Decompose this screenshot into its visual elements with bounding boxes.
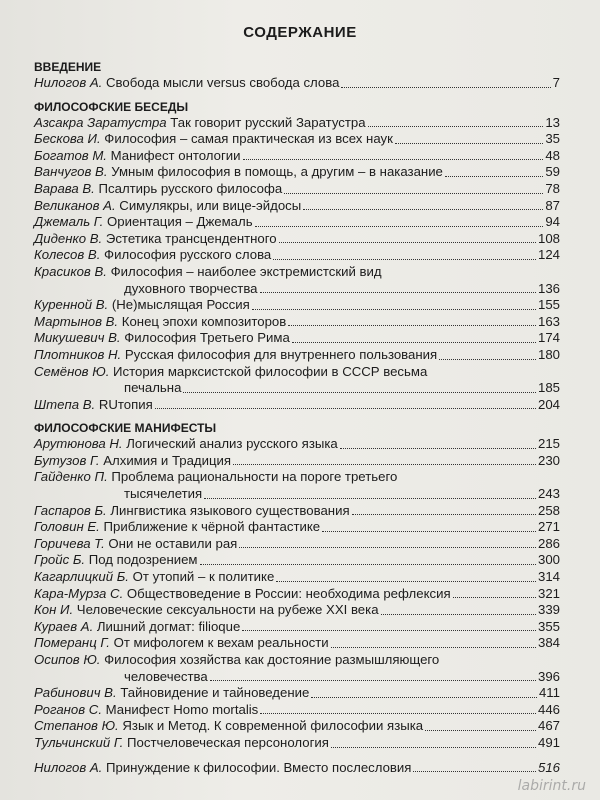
toc-entry: [34, 314, 560, 331]
toc-entry: [34, 469, 560, 486]
leader-dots: [311, 697, 537, 698]
entry-text: [34, 652, 439, 669]
section-heading: ФИЛОСОФСКИЕ БЕСЕДЫ: [34, 99, 189, 114]
section-gap: [34, 413, 560, 421]
toc-entry: [34, 247, 560, 264]
entry-text: [34, 364, 427, 381]
toc-entry-continuation: [34, 486, 560, 503]
leader-dots: [445, 176, 543, 177]
entry-text: [34, 536, 237, 553]
toc-entry: [34, 735, 560, 752]
entry-title-continuation: печальна: [124, 380, 182, 396]
leader-dots: [260, 292, 536, 293]
toc-entry: [34, 264, 560, 281]
entry-title: Свобода мысли versus свобода слова: [106, 75, 340, 90]
toc-entry: [34, 436, 560, 453]
entry-title: Философия – наиболее экстремистский вид: [110, 263, 382, 279]
toc-entry: [34, 685, 560, 702]
entry-author: Гройс Б.: [34, 552, 86, 568]
leader-dots: [340, 448, 536, 449]
toc-entry: [34, 718, 560, 735]
entry-title: Симулякры, или вице-эйдосы: [119, 197, 302, 213]
entry-title: Философия русского слова: [104, 247, 272, 263]
toc-entry: [34, 569, 560, 586]
toc-entry: [34, 619, 560, 636]
toc-entry: [34, 330, 560, 347]
entry-page-number: 204: [537, 396, 560, 412]
entry-page-number: 411: [538, 685, 560, 701]
leader-dots: [239, 547, 536, 548]
entry-title: RUтопия: [98, 396, 153, 412]
leader-dots: [200, 564, 536, 565]
entry-author: Тульчинский Г.: [34, 734, 124, 750]
entry-title: Логический анализ русского языка: [126, 436, 338, 452]
entry-text: [34, 503, 350, 520]
toc-entry: [34, 519, 560, 536]
entry-title: Принуждение к философии. Вместо послесловия: [106, 759, 412, 775]
entry-text: [34, 702, 258, 719]
entry-page-number: 258: [537, 502, 560, 518]
entry-text: [34, 569, 274, 586]
entry-page-number: 339: [537, 602, 560, 618]
page-title: СОДЕРЖАНИЕ: [243, 24, 357, 41]
entry-title: Философия хозяйства как достояние размышляющего: [104, 652, 440, 667]
entry-author: Джемаль Г.: [34, 214, 104, 230]
toc-entry: [34, 586, 560, 603]
watermark: labirint.ru: [517, 778, 586, 794]
leader-dots: [243, 159, 544, 160]
leader-dots: [368, 126, 544, 127]
entry-author: Кон И.: [34, 602, 74, 618]
entry-page-number: 215: [537, 436, 560, 452]
toc-entry: [34, 503, 560, 520]
leader-dots: [288, 325, 536, 326]
entry-page-number: 286: [537, 535, 560, 551]
entry-page-number: 271: [537, 519, 560, 535]
leader-dots: [242, 630, 536, 631]
entry-title: От мифологем к вехам реальности: [113, 635, 329, 651]
entry-page-number: 174: [537, 330, 560, 346]
entry-author: Азсакра Заратустра: [34, 114, 167, 130]
entry-title: Алхимия и Традиция: [103, 452, 232, 468]
entry-page-number: 446: [537, 701, 560, 717]
entry-author: Куренной В.: [34, 297, 109, 313]
entry-author: Гайденко П.: [34, 469, 108, 485]
toc-entry-continuation: [34, 669, 560, 686]
entry-title: История марксистской философии в СССР весьма: [113, 363, 428, 379]
entry-text: [34, 231, 277, 248]
entry-title: Философия Третьего Рима: [124, 330, 290, 346]
entry-author: Великанов А.: [34, 197, 116, 213]
entry-title: Лингвистика языкового существования: [110, 502, 350, 518]
entry-text: [34, 198, 301, 215]
leader-dots: [155, 408, 536, 409]
leader-dots: [395, 143, 543, 144]
entry-page-number: 48: [545, 147, 560, 163]
entry-title: Так говорит русский Заратустра: [170, 114, 366, 130]
entry-author: Семёнов Ю.: [34, 363, 110, 379]
entry-page-number: 230: [537, 452, 560, 468]
entry-title-continuation: человечества: [124, 668, 208, 684]
leader-dots: [352, 514, 536, 515]
entry-text: [34, 735, 329, 752]
toc-entry: [34, 75, 560, 92]
entry-title: Человеческие сексуальности на рубеже XXI века: [76, 602, 379, 618]
entry-page-number: 163: [537, 313, 560, 329]
entry-text: [34, 469, 397, 486]
toc-entry: [34, 231, 560, 248]
entry-text: [34, 181, 282, 198]
entry-author: Варава В.: [34, 180, 95, 196]
entry-title: (Не)мыслящая Россия: [111, 297, 250, 313]
leader-dots: [331, 747, 536, 748]
section-gap: [34, 92, 560, 100]
entry-title-continuation: духовного творчества: [124, 280, 258, 296]
section-gap: [34, 752, 560, 760]
leader-dots: [284, 193, 543, 194]
leader-dots: [413, 771, 536, 772]
entry-text: [34, 635, 329, 652]
entry-author: Красиков В.: [34, 263, 107, 279]
entry-text: [34, 115, 366, 132]
entry-title: Манифест онтологии: [110, 147, 241, 163]
entry-author: Колесов В.: [34, 247, 101, 263]
toc-entry: [34, 635, 560, 652]
entry-title: Манифест Homo mortalis: [105, 701, 259, 717]
entry-page-number: 136: [537, 280, 560, 296]
entry-page-number: 87: [545, 197, 560, 213]
toc-entry: [34, 702, 560, 719]
leader-dots: [425, 730, 536, 731]
leader-dots: [255, 226, 544, 227]
entry-title: Они не оставили рая: [108, 535, 238, 551]
entry-author: Роганов С.: [34, 701, 102, 717]
entry-text: [34, 436, 338, 453]
entry-title: Ориентация – Джемаль: [107, 214, 253, 230]
entry-title: Конец эпохи композиторов: [121, 313, 287, 329]
entry-text: [34, 718, 423, 735]
section-heading: ВВЕДЕНИЕ: [34, 60, 102, 74]
entry-title: Умным философия в помощь, а другим – в наказание: [111, 164, 443, 180]
entry-author: Бутузов Г.: [34, 452, 100, 468]
entry-text: [34, 586, 451, 603]
entry-title: Постчеловеческая персонология: [127, 734, 329, 750]
toc-entry: [34, 198, 560, 215]
entry-text: [34, 685, 309, 702]
entry-page-number: 467: [537, 718, 560, 734]
entry-title-continuation: тысячелетия: [124, 486, 203, 502]
entry-author: Бескова И.: [34, 131, 101, 147]
entry-page-number: 300: [537, 552, 560, 568]
entry-title: Русская философия для внутреннего пользования: [124, 346, 438, 362]
entry-page-number: 491: [537, 734, 560, 750]
entry-text: [34, 519, 320, 536]
entry-page-number: 243: [537, 486, 560, 502]
entry-author: Головин Е.: [34, 519, 100, 535]
toc-entry: [34, 131, 560, 148]
entry-text: [34, 314, 286, 331]
leader-dots: [341, 87, 550, 88]
entry-text: [34, 347, 437, 364]
entry-page-number: 355: [537, 618, 560, 634]
entry-author: Кураев А.: [34, 618, 94, 634]
entry-text: [34, 131, 393, 148]
leader-dots: [204, 498, 536, 499]
leader-dots: [276, 581, 536, 582]
leader-dots: [279, 242, 536, 243]
entry-page-number: 7: [552, 75, 560, 90]
entry-page-number: 13: [545, 114, 560, 130]
toc-entry: [34, 214, 560, 231]
table-of-contents: [34, 60, 560, 776]
entry-author: Горичева Т.: [34, 535, 105, 551]
entry-text: [34, 397, 153, 414]
entry-text: [34, 214, 253, 231]
leader-dots: [252, 309, 536, 310]
section-heading: ФИЛОСОФСКИЕ МАНИФЕСТЫ: [34, 421, 217, 436]
toc-entry: [34, 115, 560, 132]
leader-dots: [260, 713, 536, 714]
entry-author: Гаспаров Б.: [34, 502, 107, 518]
entry-title: Язык и Метод. К современной философии языка: [122, 718, 424, 734]
entry-text: [34, 148, 241, 165]
toc-entry: [34, 164, 560, 181]
entry-author: Кара-Мурза С.: [34, 585, 124, 601]
entry-text: [34, 297, 250, 314]
entry-page-number: 180: [537, 346, 560, 362]
entry-title: От утопий – к политике: [132, 569, 275, 585]
entry-text: [34, 247, 271, 264]
entry-author: Нилогов А.: [34, 75, 103, 90]
entry-author: Ванчугов В.: [34, 164, 108, 180]
leader-dots: [292, 342, 536, 343]
entry-author: Померанц Г.: [34, 635, 110, 651]
toc-entry: [34, 181, 560, 198]
entry-page-number: 314: [537, 569, 560, 585]
entry-author: Микушевич В.: [34, 330, 121, 346]
entry-title: Эстетика трансцендентного: [105, 230, 277, 246]
leader-dots: [210, 680, 536, 681]
entry-text: [34, 264, 382, 281]
entry-page-number: 94: [545, 214, 560, 230]
entry-author: Нилогов А.: [34, 759, 103, 775]
entry-author: Арутюнова Н.: [34, 436, 123, 452]
entry-title: Обществоведение в России: необходима рефлексия: [126, 585, 451, 601]
toc-entry-continuation: [34, 380, 560, 397]
entry-title: Проблема рациональности на пороге третьего: [111, 469, 398, 485]
toc-entry-continuation: [34, 281, 560, 298]
leader-dots: [233, 464, 536, 465]
toc-entry: [34, 397, 560, 414]
entry-page-number: 124: [537, 247, 560, 263]
entry-text: [34, 75, 339, 92]
leader-dots: [183, 392, 536, 393]
entry-author: Рабинович В.: [34, 685, 117, 701]
entry-text: [34, 602, 379, 619]
toc-entry: [34, 347, 560, 364]
toc-entry: [34, 148, 560, 165]
entry-page-number: 384: [537, 635, 560, 651]
toc-entry: [34, 602, 560, 619]
toc-entry: [34, 364, 560, 381]
entry-page-number: 35: [545, 131, 560, 147]
entry-author: Штепа В.: [34, 396, 96, 412]
entry-text: [34, 453, 231, 470]
leader-dots: [439, 359, 536, 360]
toc-entry: [34, 536, 560, 553]
entry-page-number: 321: [537, 585, 560, 601]
entry-title: Лишний догмат: filioque: [96, 618, 241, 634]
toc-entry: [34, 652, 560, 669]
entry-text: [34, 330, 290, 347]
entry-page-number: 516: [537, 759, 560, 775]
entry-page-number: 78: [545, 180, 560, 196]
leader-dots: [322, 531, 536, 532]
entry-author: Плотников Н.: [34, 346, 122, 362]
leader-dots: [381, 614, 536, 615]
entry-author: Диденко В.: [34, 230, 103, 246]
entry-author: Мартынов В.: [34, 313, 119, 329]
entry-title: Тайновидение и тайноведение: [120, 685, 310, 701]
entry-author: Кагарлицкий Б.: [34, 569, 129, 585]
entry-page-number: 396: [537, 668, 560, 684]
entry-text: [34, 760, 411, 777]
entry-page-number: 108: [537, 230, 560, 246]
entry-text: [34, 619, 240, 636]
entry-title: Под подозрением: [88, 552, 198, 568]
entry-text: [34, 164, 443, 181]
entry-author: Богатов М.: [34, 147, 107, 163]
entry-title: Приближение к чёрной фантастике: [103, 519, 321, 535]
leader-dots: [453, 597, 536, 598]
leader-dots: [303, 209, 543, 210]
toc-entry: [34, 297, 560, 314]
entry-author: Степанов Ю.: [34, 718, 119, 734]
entry-text: [34, 552, 198, 569]
entry-page-number: 185: [537, 380, 560, 396]
entry-title: Философия – самая практическая из всех наук: [104, 131, 393, 147]
entry-title: Псалтирь русского философа: [98, 180, 283, 196]
toc-entry: [34, 453, 560, 470]
leader-dots: [331, 647, 536, 648]
toc-entry: [34, 552, 560, 569]
entry-page-number: 155: [537, 297, 560, 313]
entry-author: Осипов Ю.: [34, 652, 101, 667]
entry-page-number: 59: [545, 164, 560, 180]
toc-entry: [34, 760, 560, 777]
leader-dots: [273, 259, 536, 260]
